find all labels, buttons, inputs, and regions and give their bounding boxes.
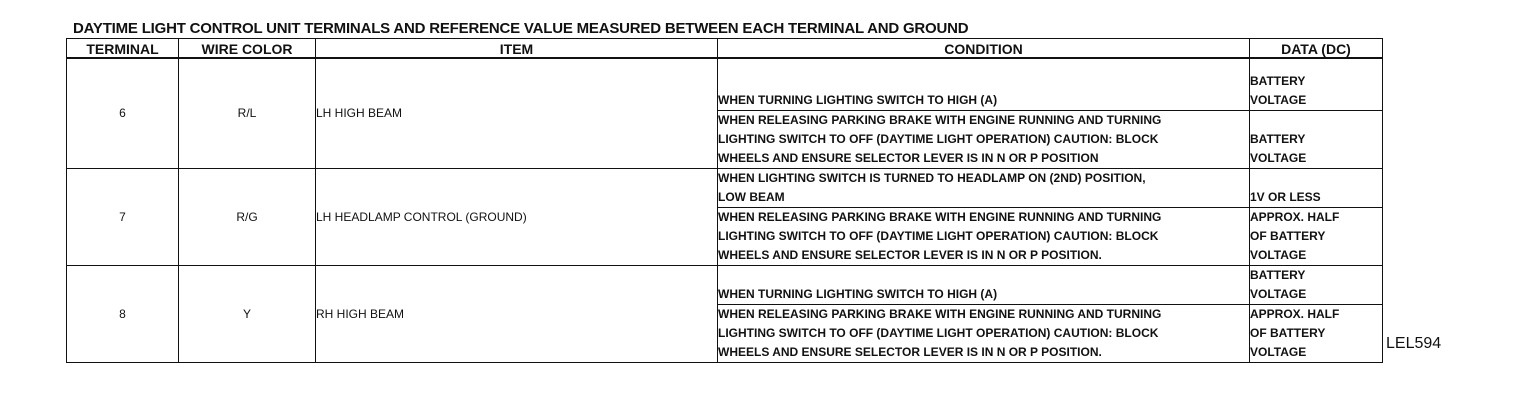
data-line: VOLTAGE	[1250, 344, 1307, 359]
condition-line: LIGHTING SWITCH TO OFF (DAYTIME LIGHT OPERATION) CAUTION: BLOCK	[718, 228, 1159, 243]
data-line: APPROX. HALF	[1250, 306, 1340, 321]
condition-line: LIGHTING SWITCH TO OFF (DAYTIME LIGHT OPERATION) CAUTION: BLOCK	[718, 131, 1159, 146]
data-line: VOLTAGE	[1250, 150, 1307, 165]
header-wire-color: WIRE COLOR	[179, 39, 316, 59]
data-cell	[1250, 207, 1383, 265]
data-cell	[1250, 168, 1383, 207]
terminal-cell: 6	[67, 58, 179, 168]
wire-color-cell: R/G	[179, 168, 316, 265]
data-line: BATTERY	[1250, 131, 1306, 146]
condition-line: WHEELS AND ENSURE SELECTOR LEVER IS IN N OR P POSITION.	[718, 247, 1102, 262]
header-data-dc: DATA (DC)	[1250, 39, 1383, 59]
data-cell	[1250, 110, 1383, 168]
condition-cell	[718, 265, 1250, 304]
data-line: VOLTAGE	[1250, 92, 1307, 107]
terminal-reference-table	[66, 38, 1383, 363]
condition-line: WHEELS AND ENSURE SELECTOR LEVER IS IN N OR P POSITION.	[718, 344, 1102, 359]
condition-cell	[718, 304, 1250, 362]
data-cell	[1250, 265, 1383, 304]
data-line: BATTERY	[1250, 267, 1306, 282]
document-title: DAYTIME LIGHT CONTROL UNIT TERMINALS AND REFERENCE VALUE MEASURED BETWEEN EACH TERMINAL AND GROUND	[73, 20, 969, 37]
data-cell	[1250, 304, 1383, 362]
wire-color-cell: Y	[179, 265, 316, 362]
data-line: VOLTAGE	[1250, 247, 1307, 262]
condition-line: WHEN TURNING LIGHTING SWITCH TO HIGH (A)	[718, 286, 998, 301]
data-line: APPROX. HALF	[1250, 209, 1340, 224]
header-terminal: TERMINAL	[67, 39, 179, 59]
condition-line: LIGHTING SWITCH TO OFF (DAYTIME LIGHT OPERATION) CAUTION: BLOCK	[718, 325, 1159, 340]
condition-line: WHEN RELEASING PARKING BRAKE WITH ENGINE RUNNING AND TURNING	[718, 209, 1162, 224]
terminal-cell: 8	[67, 265, 179, 362]
wire-color-cell: R/L	[179, 58, 316, 168]
condition-cell	[718, 168, 1250, 207]
table-row	[67, 168, 1383, 207]
condition-cell	[718, 58, 1250, 110]
data-line: OF BATTERY	[1250, 325, 1326, 340]
data-line: VOLTAGE	[1250, 286, 1307, 301]
item-cell: LH HEADLAMP CONTROL (GROUND)	[316, 168, 718, 265]
data-line: BATTERY	[1250, 73, 1306, 88]
condition-line: WHEN RELEASING PARKING BRAKE WITH ENGINE RUNNING AND TURNING	[718, 306, 1162, 321]
condition-line: WHEN TURNING LIGHTING SWITCH TO HIGH (A)	[718, 92, 998, 107]
header-condition: CONDITION	[718, 39, 1250, 59]
item-cell: RH HIGH BEAM	[316, 265, 718, 362]
terminal-cell: 7	[67, 168, 179, 265]
data-line: OF BATTERY	[1250, 228, 1326, 243]
data-line: 1V OR LESS	[1250, 189, 1321, 204]
data-cell	[1250, 58, 1383, 110]
table-header-row	[67, 39, 1383, 59]
table-row	[67, 58, 1383, 110]
condition-cell	[718, 110, 1250, 168]
table-row	[67, 265, 1383, 304]
condition-cell	[718, 207, 1250, 265]
condition-line: WHEN LIGHTING SWITCH IS TURNED TO HEADLAMP ON (2ND) POSITION,	[718, 170, 1146, 185]
condition-line: WHEELS AND ENSURE SELECTOR LEVER IS IN N OR P POSITION	[718, 150, 1099, 165]
header-item: ITEM	[316, 39, 718, 59]
item-cell: LH HIGH BEAM	[316, 58, 718, 168]
condition-line: LOW BEAM	[718, 189, 785, 204]
condition-line: WHEN RELEASING PARKING BRAKE WITH ENGINE RUNNING AND TURNING	[718, 112, 1162, 127]
figure-code: LEL594	[1386, 335, 1442, 352]
